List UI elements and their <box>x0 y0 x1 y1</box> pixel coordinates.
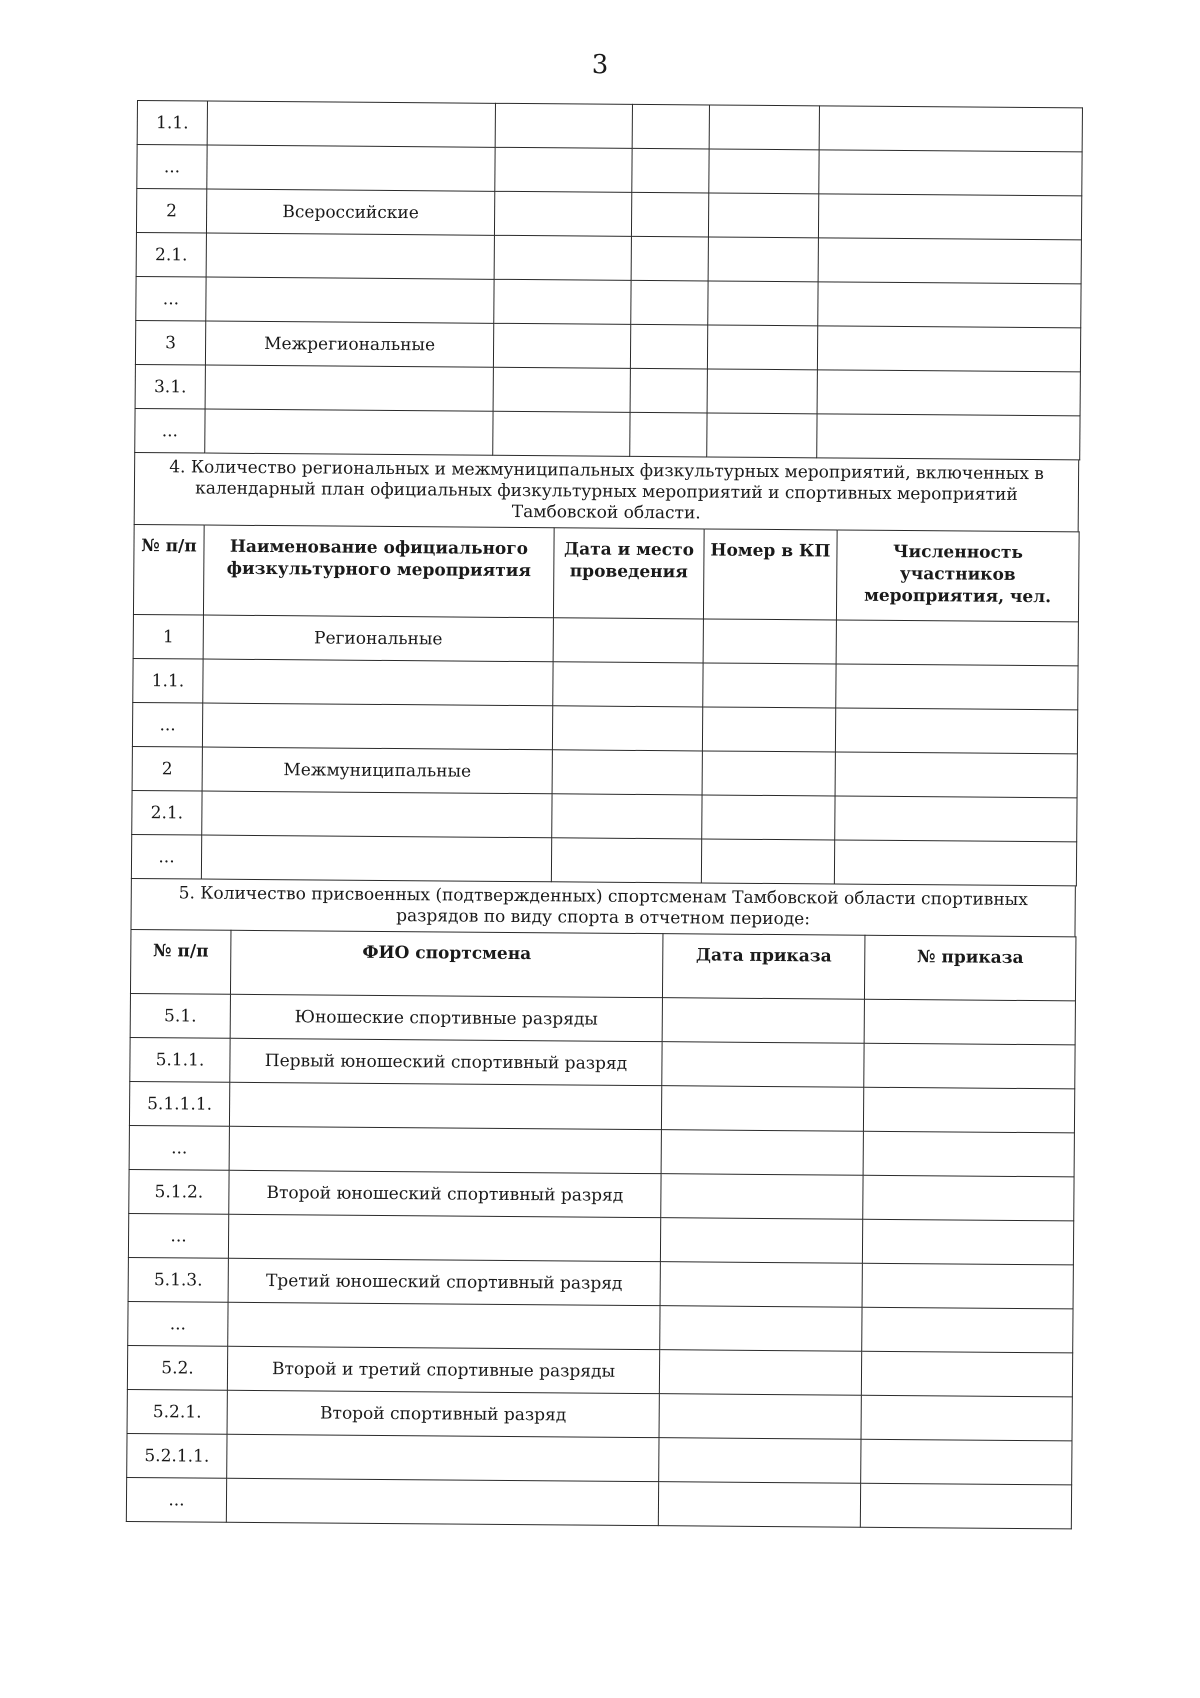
table-row <box>137 101 1082 152</box>
column-header: ФИО спортсмена <box>230 930 662 997</box>
row-label <box>206 233 494 279</box>
row-label <box>228 1302 660 1349</box>
column-header: Номер в КП <box>703 529 837 620</box>
page-number: 3 <box>591 50 609 80</box>
row-number: 5.1.1.1. <box>129 1081 229 1126</box>
row-number: 2 <box>132 746 202 791</box>
row-label <box>228 1214 660 1261</box>
section4-table <box>131 524 1080 886</box>
row-label: Межрегиональные <box>205 321 493 367</box>
table-row <box>133 614 1078 665</box>
row-number: 5.2.1. <box>127 1389 227 1434</box>
row-label: Всероссийские <box>206 189 494 235</box>
row-number: ... <box>137 145 207 190</box>
table-row <box>136 276 1081 327</box>
column-header: № приказа <box>864 935 1075 1001</box>
table-row <box>129 1081 1074 1132</box>
table-row <box>127 1389 1072 1440</box>
table-row <box>127 1433 1072 1484</box>
row-label <box>201 835 551 882</box>
table-row <box>128 1213 1073 1264</box>
row-number: ... <box>128 1301 228 1346</box>
row-number: 5.1. <box>130 993 230 1038</box>
row-number: 1 <box>133 614 203 659</box>
row-number: 5.1.2. <box>129 1169 229 1214</box>
row-number: ... <box>132 702 202 747</box>
row-number: 5.2.1.1. <box>127 1433 227 1478</box>
table-row <box>132 746 1077 797</box>
row-number: ... <box>131 834 201 879</box>
row-number: 5.1.3. <box>128 1257 228 1302</box>
column-header: № п/п <box>130 929 230 994</box>
column-header: № п/п <box>133 524 204 615</box>
row-number: 5.1.1. <box>130 1037 230 1082</box>
row-number: ... <box>135 408 205 453</box>
row-number: 3 <box>135 320 205 365</box>
row-label <box>207 145 495 191</box>
row-number: ... <box>136 276 206 321</box>
row-label <box>206 277 494 323</box>
row-label: Региональные <box>203 615 553 662</box>
table-header-row <box>133 524 1079 621</box>
row-label: Межмуниципальные <box>202 747 552 794</box>
row-number: ... <box>129 1125 229 1170</box>
row-number: 2 <box>136 189 206 234</box>
section5-heading: 5. Количество присвоенных (подтвержденных) спортсменам Тамбовской области спортивных разрядов по виду спорта в отчетном периоде: <box>130 879 1075 936</box>
row-label: Юношеские спортивные разряды <box>230 994 662 1041</box>
table-row <box>137 145 1082 196</box>
table-row <box>136 189 1081 240</box>
row-number: 2.1. <box>136 232 206 277</box>
table-row <box>133 658 1078 709</box>
row-number: 3.1. <box>135 364 205 409</box>
row-label: Второй спортивный разряд <box>227 1390 659 1437</box>
table-row <box>130 993 1075 1044</box>
section5-table <box>126 929 1077 1529</box>
table-row <box>126 1477 1071 1528</box>
row-label <box>205 409 493 455</box>
column-header: Наименование официального физкультурного мероприятия <box>203 525 554 618</box>
table-row <box>132 790 1077 841</box>
table-row <box>128 1301 1073 1352</box>
section3-table <box>134 100 1083 460</box>
row-label <box>227 1434 659 1481</box>
row-number: ... <box>128 1213 228 1258</box>
row-label <box>207 101 495 147</box>
row-label <box>203 659 553 706</box>
row-label <box>202 703 552 750</box>
table-row <box>127 1345 1072 1396</box>
table-header-row <box>130 929 1075 1000</box>
row-number: ... <box>126 1477 226 1522</box>
row-number: 1.1. <box>137 101 207 146</box>
table-row <box>132 702 1077 753</box>
row-label: Первый юношеский спортивный разряд <box>230 1038 662 1085</box>
row-label <box>226 1478 658 1525</box>
section4-heading: 4. Количество региональных и межмуниципальных физкультурных мероприятий, включенных в календарный план официальных физкультурных мероприятий и спортивных мероприятий Тамбовской области. <box>134 453 1080 531</box>
table-row <box>135 408 1080 459</box>
column-header: Дата и место проведения <box>553 528 704 619</box>
column-header: Дата приказа <box>662 934 864 1000</box>
row-label <box>202 791 552 838</box>
row-number: 2.1. <box>132 790 202 835</box>
row-label: Второй и третий спортивные разряды <box>227 1346 659 1393</box>
table-row <box>130 1037 1075 1088</box>
row-label: Второй юношеский спортивный разряд <box>229 1170 661 1217</box>
table-row <box>129 1125 1074 1176</box>
row-label <box>229 1082 661 1129</box>
table-row <box>135 320 1080 371</box>
table-row <box>128 1257 1073 1308</box>
table-row <box>129 1169 1074 1220</box>
table-row <box>136 232 1081 283</box>
row-number: 1.1. <box>133 658 203 703</box>
column-header: Численность участников мероприятия, чел. <box>836 530 1079 622</box>
table-row <box>131 834 1076 885</box>
row-label: Третий юношеский спортивный разряд <box>228 1258 660 1305</box>
table-row <box>135 364 1080 415</box>
row-label <box>229 1126 661 1173</box>
row-number: 5.2. <box>127 1345 227 1390</box>
report-form <box>126 100 1082 1529</box>
row-label <box>205 365 493 411</box>
